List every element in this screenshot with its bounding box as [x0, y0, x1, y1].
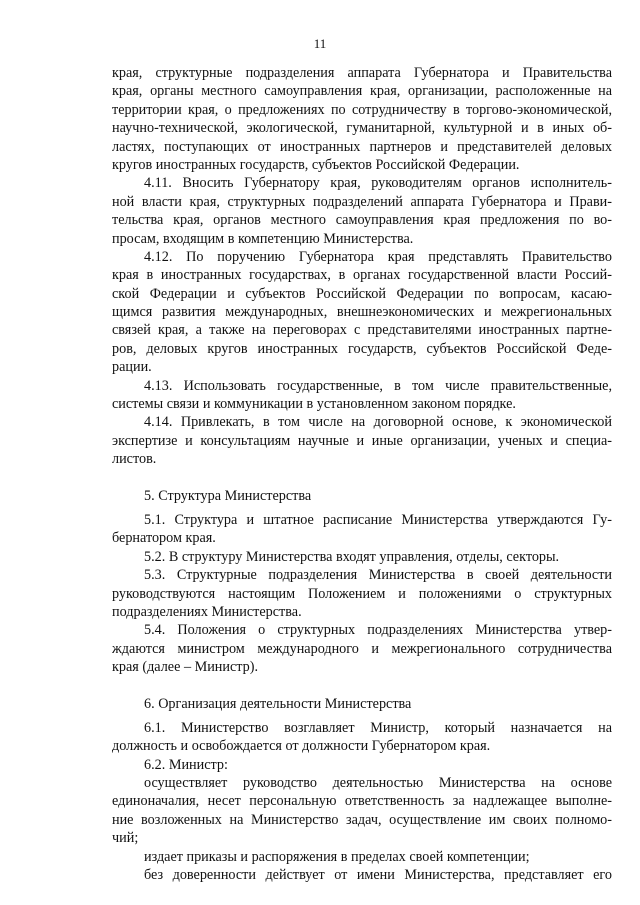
- text-line: края, структурные подразделения аппарата Губернатора и Правительства: [112, 65, 612, 81]
- text-line: щимся развития международных, внешнеэкономических и межрегиональных: [112, 304, 612, 321]
- paragraph: [112, 248, 612, 377]
- section-gap: [112, 677, 612, 695]
- text-line: кругов иностранных государств, субъектов Российской Федерации.: [112, 156, 520, 173]
- text-line: чий;: [112, 830, 139, 847]
- text-line: 6.2. Министр:: [144, 756, 228, 773]
- text-line: 5.1. Структура и штатное расписание Министерства утверждаются Гу-: [144, 511, 612, 528]
- paragraph: [112, 695, 612, 713]
- text-line: ластях, поступающих от иностранных партнеров и представителей деловых: [112, 138, 612, 155]
- text-line: тельства края, органов местного самоуправления края предложения по во-: [112, 212, 612, 229]
- paragraph: [112, 774, 612, 848]
- section-gap: [112, 469, 612, 487]
- text-line: 5.3. Структурные подразделения Министерства в своей деятельности: [144, 567, 612, 584]
- paragraph: [112, 566, 612, 621]
- paragraph: [112, 866, 612, 884]
- paragraph: [112, 413, 612, 468]
- text-line: единоначалия, несет персональную ответственность за надлежащее выполне-: [112, 793, 612, 810]
- text-line: 5.4. Положения о структурных подразделениях Министерства утвер-: [144, 622, 612, 639]
- text-line: 4.11. Вносить Губернатору края, руководителям органов исполнитель-: [144, 175, 612, 192]
- text-line: 4.13. Использовать государственные, в том числе правительственные,: [144, 377, 612, 394]
- text-line: подразделениях Министерства.: [112, 603, 302, 620]
- text-line: 5.2. В структуру Министерства входят управления, отделы, секторы.: [144, 548, 560, 565]
- text-line: 6.1. Министерство возглавляет Министр, который назначается на: [144, 719, 612, 736]
- paragraph: [112, 487, 612, 505]
- text-line: ние возложенных на Министерство задач, осуществление им своих полномо-: [112, 811, 612, 828]
- text-line: должность и освобождается от должности Губернатором края.: [112, 738, 491, 755]
- text-line: края (далее – Министр).: [112, 659, 259, 676]
- text-line: научно-технической, экологической, гуманитарной, культурной и в иных об-: [112, 120, 612, 137]
- paragraph: [112, 174, 612, 248]
- paragraph: [112, 64, 612, 174]
- page-number: 11: [313, 36, 327, 51]
- text-line: 5. Структура Министерства: [144, 487, 312, 504]
- paragraph: [112, 848, 612, 866]
- text-line: бернатором края.: [112, 530, 216, 547]
- document-body: [112, 64, 612, 884]
- text-line: без доверенности действует от имени Министерства, представляет его: [144, 867, 612, 884]
- text-line: 4.14. Привлекать, в том числе на договорной основе, к экономической: [144, 414, 612, 431]
- text-line: ров, деловых кругов иностранных государств, субъектов Российской Феде-: [112, 340, 612, 357]
- text-line: листов.: [112, 451, 157, 468]
- text-line: территории края, о предложениях по сотрудничеству в торгово-экономической,: [112, 101, 612, 118]
- text-line: края в иностранных государствах, в органах государственной власти Россий-: [112, 267, 612, 284]
- paragraph: [112, 621, 612, 676]
- text-line: связей края, а также на переговорах с представителями иностранных партне-: [112, 322, 612, 339]
- text-line: ной власти края, структурных подразделений аппарата Губернатора и Прави-: [112, 193, 612, 210]
- text-line: издает приказы и распоряжения в пределах своей компетенции;: [144, 848, 530, 865]
- text-line: ской Федерации и субъектов Российской Федерации по вопросам, касаю-: [112, 285, 612, 302]
- paragraph: [112, 548, 612, 566]
- text-line: руководствуются настоящим Положением и положениями о структурных: [112, 585, 612, 602]
- text-line: просам, входящим в компетенцию Министерства.: [112, 230, 414, 247]
- text-line: 6. Организация деятельности Министерства: [144, 695, 412, 712]
- text-line: рации.: [112, 359, 152, 376]
- text-line: 4.12. По поручению Губернатора края представлять Правительство: [144, 248, 612, 265]
- text-line: ждаются министром международного и межрегионального сотрудничества: [112, 640, 612, 657]
- paragraph: [112, 511, 612, 548]
- paragraph: [112, 756, 612, 774]
- text-line: осуществляет руководство деятельностью Министерства на основе: [144, 775, 612, 792]
- paragraph: [112, 377, 612, 414]
- text-line: края, органы местного самоуправления края, организации, расположенные на: [112, 83, 612, 100]
- text-line: системы связи и коммуникации в установленном законом порядке.: [112, 396, 516, 413]
- text-line: экспертизе и консультациям научные и иные организации, ученых и специа-: [112, 432, 612, 449]
- paragraph: [112, 719, 612, 756]
